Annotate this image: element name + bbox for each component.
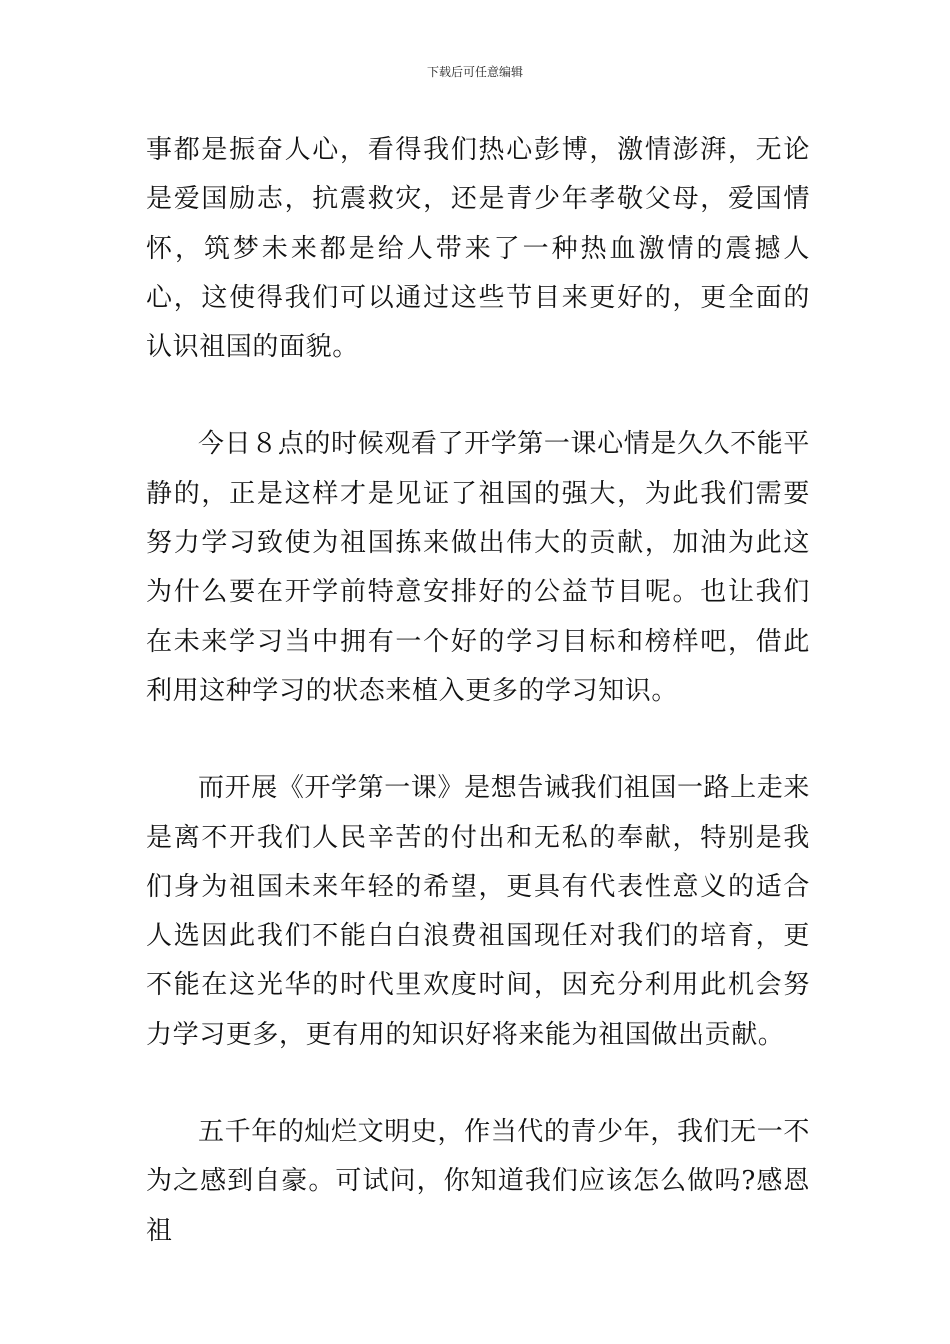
paragraph-1: 事都是振奋人心，看得我们热心彭博，激情澎湃，无论是爱国励志，抗震救灾，还是青少年孝敬父母，爱国情怀，筑梦未来都是给人带来了一种热血激情的震撼人心，这使得我们可以通过这些节目来更好的，更全面的认识祖国的面貌。 — [146, 135, 810, 363]
paragraph-4: 五千年的灿烂文明史，作当代的青少年，我们无一不为之感到自豪。可试问，你知道我们应该怎么做吗?感恩祖 — [146, 1117, 810, 1246]
paragraph-2: 今日８点的时候观看了开学第一课心情是久久不能平静的，正是这样才是见证了祖国的强大，为此我们需要努力学习致使为祖国拣来做出伟大的贡献，加油为此这为什么要在开学前特意安排好的公益节目呢。也让我们在未来学习当中拥有一个好的学习目标和榜样吧，借此利用这种学习的状态来植入更多的学习知识。 — [146, 429, 810, 706]
paragraph-3: 而开展《开学第一课》是想告诫我们祖国一路上走来是离不开我们人民辛苦的付出和无私的奉献，特别是我们身为祖国未来年轻的希望，更具有代表性意义的适合人选因此我们不能白白浪费祖国现任对我们的培育，更不能在这光华的时代里欢度时间，因充分利用此机会努力学习更多，更有用的知识好将来能为祖国做出贡献。 — [146, 773, 810, 1050]
page-header: 下载后可任意编辑 — [426, 65, 523, 79]
document-body — [146, 126, 810, 1256]
